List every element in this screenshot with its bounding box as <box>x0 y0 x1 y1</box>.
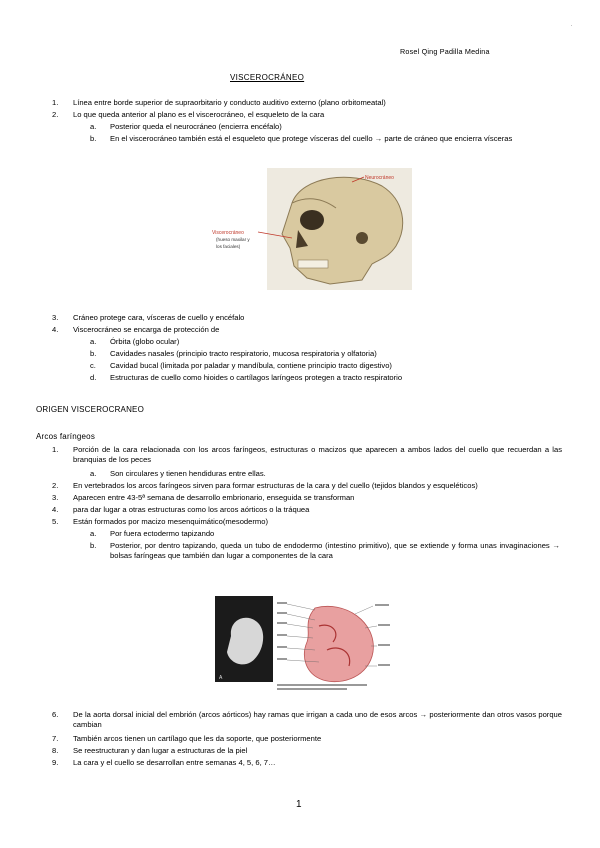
page-title: VISCEROCRÁNEO <box>230 73 305 82</box>
list-item: b. En el viscerocráneo también está el esqueleto que protege vísceras del cuello → parte de cráneo que encierra vísceras <box>90 134 513 143</box>
label-viscerocraneo-note-2: los faciales) <box>216 244 241 249</box>
section-heading-arcos: Arcos faríngeos <box>36 432 96 441</box>
list-item: 6. De la aorta dorsal inicial del embrión (arcos aórticos) hay ramas que irrigan a cada uno de esos arcos → posteriormente dan otros vasos porque cambian <box>52 710 562 729</box>
label-viscerocraneo: Viscerocráneo <box>212 230 244 236</box>
embryo-diagram <box>304 606 373 681</box>
page-number: 1 <box>296 799 302 810</box>
orbit <box>300 210 324 230</box>
corner-mark: · <box>570 20 573 30</box>
label-neurocraneo: Neurocráneo <box>365 175 394 181</box>
ear-canal <box>356 232 368 244</box>
document-page: · Rosel Qing Padilla Medina VISCEROCRÁNEO 1. Línea entre borde superior de supraorbitario y conducto auditivo externo (plano orbitomeatal) 2. Lo que queda anterior al plano es el viscerocráneo, el esqueleto de la cara a. Posterior queda el neurocráneo (encierra encéfalo) b. En el viscerocráneo también está el esqueleto que protege vísceras del cuello → parte de cráneo que encierra vísceras Neurocráneo Viscerocráneo (hueso maxilar y los faciales) 3. Cráneo protege cara, vísceras de cuello y encéfalo 4. Viscerocráneo se encarga de protección de a. Órbita (globo ocular) b. Cavidades nasales (principio tracto respiratorio, mucosa respiratoria y olfatoria) c. Cavidad bucal (limitada por paladar y mandíbula, contiene principio tracto digestivo) d. Estructuras de cuello como hioides o cartílagos laríngeos protegen a tracto respiratorio ORIGEN VISCEROCRANEO Arcos faríngeos 1. Porción de la cara relacionada con los arcos faríngeos, estructuras o macizos que aparecen a ambos lados del cuello que recuerdan a las branquias de los peces a. Son circulares y tienen hendiduras entre ellas. 2. En vertebrados los arcos faríngeos sirven para formar estructuras de la cara y del cuello (tejidos blandos y esqueléticos) 3. Aparecen entre 43-5ª semana de desarrollo embrionario, enseguida se transforman 4. para dar lugar a otras estructuras como los arcos aórticos o la tráquea 5. Están formados por macizo mesenquimático(mesodermo) a. Por fuera ectodermo tapizando b. Posterior, por dentro tapizando, queda un tubo de endodermo (intestino primitivo), que se extiende y forma unas invaginaciones → bolsas faríngeas que también dan lugar a componentes de la cara A 6. De la aorta dorsal inicial del embrión (arcos aórticos) hay ramas que irrigan a cada uno de esos arcos → posteriormente dan otros vasos porque cambian 7. También arcos tienen un cartílago que les da soporte, que posteriormente 8. Se reestructuran y dan lugar a estructuras de la piel 9. La cara y el cuello se desarrollan entre semanas 4, 5, 6, 7… 1 <box>36 20 573 810</box>
embryo-figure <box>215 596 390 692</box>
author-name: Rosel Qing Padilla Medina <box>400 47 490 56</box>
section-heading-origin: ORIGEN VISCEROCRANEO <box>36 405 145 414</box>
embryo-illustration <box>215 596 390 692</box>
list-item: 1. Porción de la cara relacionada con los arcos faríngeos, estructuras o macizos que aparecen a ambos lados del cuello que recuerdan a las branquias de los peces <box>52 445 562 464</box>
photo-letter: A <box>219 675 223 681</box>
skull-illustration <box>212 168 412 290</box>
skull-figure <box>212 168 412 290</box>
label-viscerocraneo-note: (hueso maxilar y <box>216 237 250 242</box>
list-item: b. Posterior, por dentro tapizando, queda un tubo de endodermo (intestino primitivo), que se extiende y forma unas invaginaciones → bolsas faríngeas que también dan lugar a componentes de la cara <box>90 541 560 560</box>
teeth <box>298 260 328 268</box>
